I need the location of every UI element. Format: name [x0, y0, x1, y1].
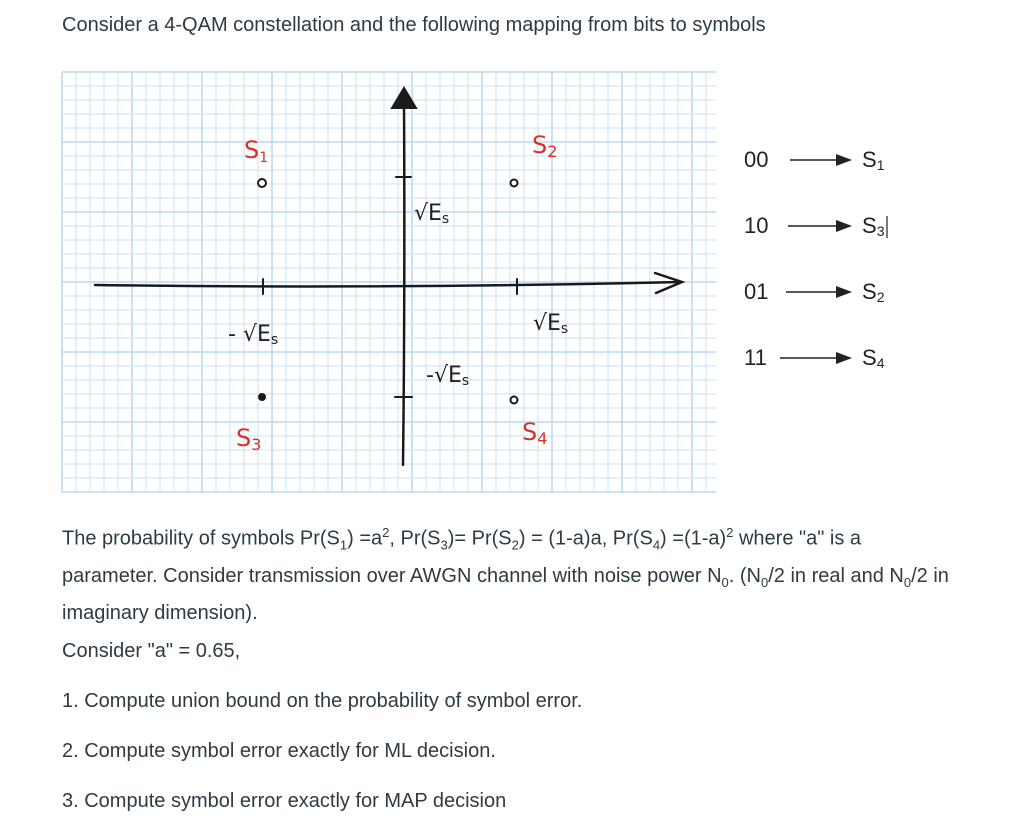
mapping-row — [744, 345, 885, 371]
question-item: 1. Compute union bound on the probability of symbol error. — [62, 690, 583, 712]
mapping-bits: 01 — [744, 279, 769, 304]
mapping-arrowhead — [836, 286, 852, 298]
mapping-arrowhead — [836, 220, 852, 232]
heading: Consider a 4-QAM constellation and the following mapping from bits to symbols — [62, 14, 766, 36]
point-s2 — [511, 180, 518, 187]
label-s1: S1 — [244, 136, 269, 166]
point-s4 — [511, 397, 518, 404]
axis-label-x-neg: - √Es — [228, 322, 279, 348]
axis-label-y-neg: -√Es — [426, 363, 470, 389]
mapping-row — [744, 147, 885, 173]
mapping-symbol: S2 — [862, 279, 885, 305]
axis-label-y-pos: √Es — [414, 201, 450, 227]
label-s4: S4 — [522, 418, 548, 448]
parameter-statement: Consider "a" = 0.65, — [62, 640, 241, 662]
point-s3 — [258, 393, 266, 401]
label-s3: S3 — [236, 424, 262, 454]
mapping-arrowhead — [836, 352, 852, 364]
y-axis — [403, 100, 404, 465]
mapping-symbol: S4 — [862, 345, 885, 371]
problem-paragraph: The probability of symbols $Pr(S_1) =a^2$, $Pr(S_3)= Pr(S_2) = (1-a)a$, $Pr(S_4) =(1-a)^2$ where "a" is a parameter. Consider transmission over AWGN channel with noise power $N_0$. ($N_0/2$ in real and $N_0/2$ in imaginary dimension). — [62, 525, 949, 624]
grid-paper — [62, 72, 716, 492]
label-s2: S2 — [532, 131, 558, 161]
mapping-bits: 10 — [744, 213, 769, 238]
mapping-bits: 11 — [744, 345, 767, 370]
question-item: 2. Compute symbol error exactly for ML decision. — [62, 740, 496, 762]
mapping-symbol: S1 — [862, 147, 885, 173]
point-s1 — [258, 179, 266, 187]
mapping-table — [744, 147, 887, 371]
mapping-arrowhead — [836, 154, 852, 166]
mapping-symbol: S3 — [862, 213, 885, 239]
mapping-row — [744, 279, 885, 305]
question-item: 3. Compute symbol error exactly for MAP decision — [62, 790, 507, 812]
mapping-row — [744, 213, 887, 239]
mapping-bits: 00 — [744, 147, 769, 172]
axis-label-x-pos: √Es — [533, 311, 569, 337]
